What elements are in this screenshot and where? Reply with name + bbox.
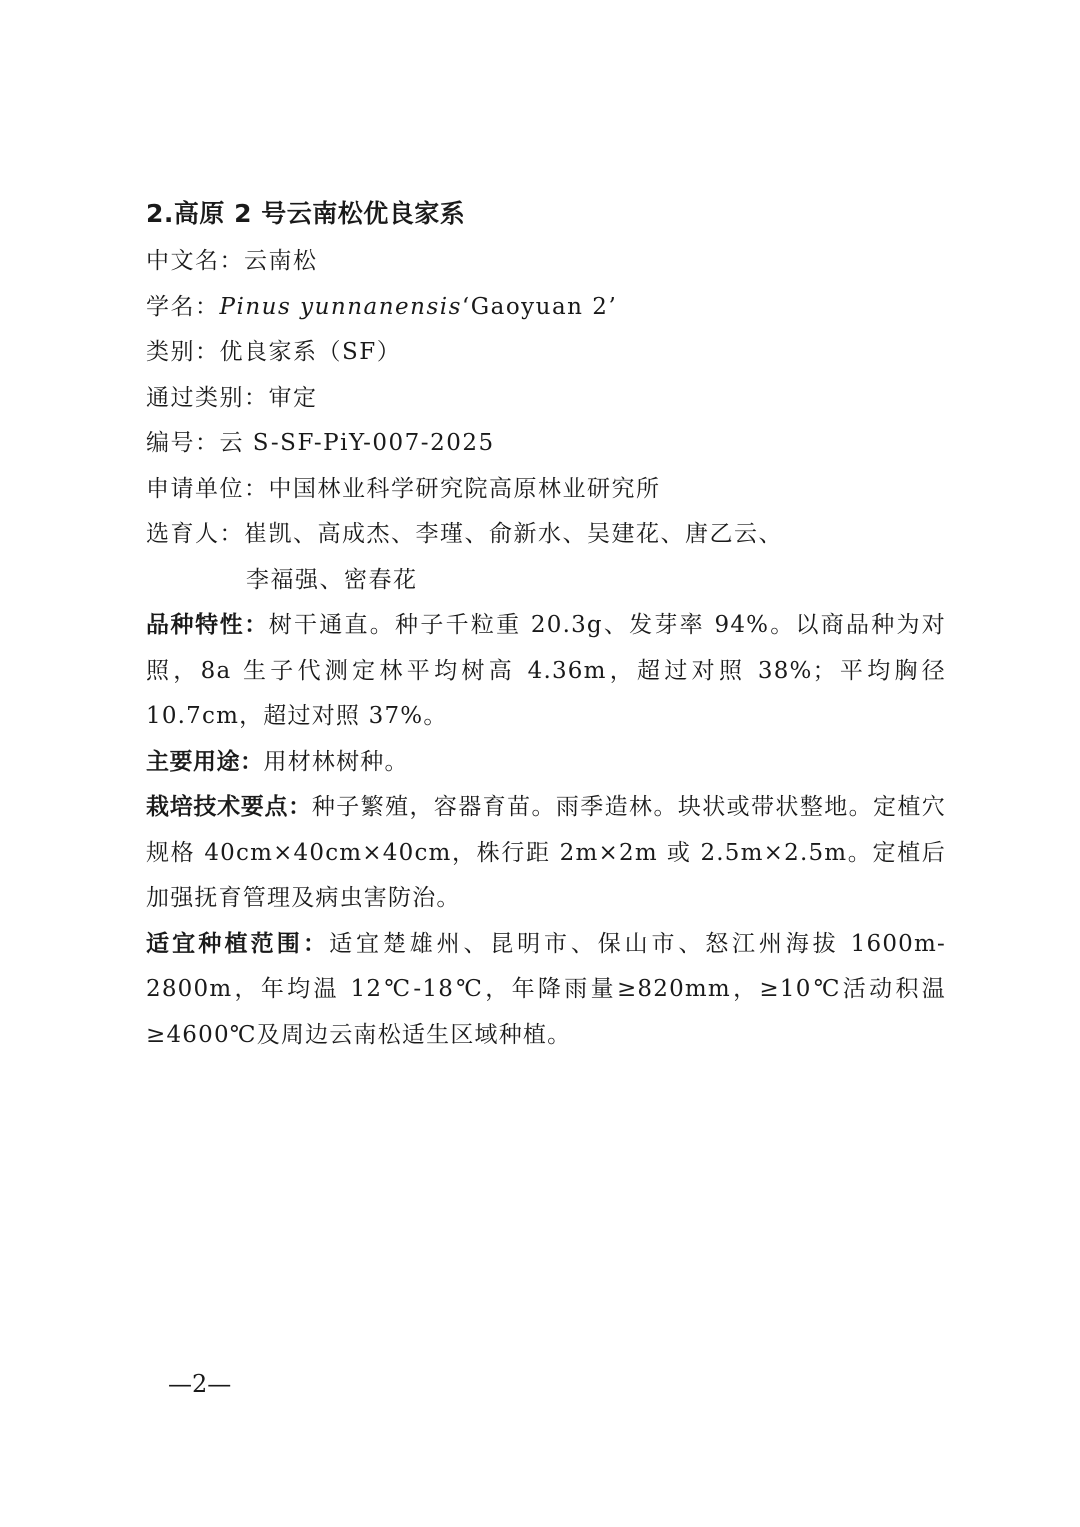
cultivation-text: 种子繁殖，容器育苗。雨季造林。块状或带状整地。定植穴规格 40cm×40cm×40cm，株行距 2m×2m 或 2.5m×2.5m。定植后加强抚育管理及病虫害防治。 bbox=[146, 794, 947, 911]
planting-range-label: 适宜种植范围： bbox=[146, 930, 330, 957]
category-label: 类别： bbox=[146, 339, 220, 365]
breeders-line1: 崔凯、高成杰、李瑾、俞新水、吴建花、唐乙云、 bbox=[244, 521, 783, 547]
variety-title: 2.高原 2 号云南松优良家系 bbox=[146, 199, 466, 228]
chinese-name-row bbox=[146, 239, 946, 285]
scientific-name-label: 学名： bbox=[146, 293, 220, 320]
usage-paragraph bbox=[146, 740, 946, 786]
applicant-value: 中国林业科学研究院高原林业研究所 bbox=[268, 475, 661, 502]
usage-text: 用材林树种。 bbox=[263, 748, 409, 775]
code-label: 编号： bbox=[146, 430, 220, 456]
approval-type-value: 审定 bbox=[268, 384, 318, 411]
cultivation-label: 栽培技术要点： bbox=[146, 794, 312, 820]
characteristics-text: 树干通直。种子千粒重 20.3g、发芽率 94%。以商品种为对照，8a 生子代测定林平均树高 4.36m，超过对照 38%；平均胸径 10.7cm，超过对照 37%。 bbox=[146, 612, 946, 729]
code-value: 云 S-SF-PiY-007-2025 bbox=[219, 430, 495, 456]
chinese-name-value: 云南松 bbox=[244, 248, 318, 274]
page-number: —2— bbox=[168, 1370, 232, 1398]
scientific-name-cultivar: ‘Gaoyuan 2’ bbox=[461, 293, 618, 320]
scientific-name-row bbox=[146, 285, 946, 331]
applicant-row bbox=[146, 467, 946, 513]
chinese-name-label: 中文名： bbox=[146, 248, 244, 274]
approval-type-row bbox=[146, 376, 946, 422]
planting-range-paragraph bbox=[146, 922, 946, 1059]
document-content bbox=[146, 192, 946, 1058]
applicant-label: 申请单位： bbox=[146, 475, 269, 502]
approval-type-label: 通过类别： bbox=[146, 384, 269, 411]
cultivation-paragraph bbox=[146, 785, 946, 922]
usage-label: 主要用途： bbox=[146, 748, 264, 775]
scientific-name-latin: Pinus yunnanensis bbox=[219, 293, 462, 320]
category-row bbox=[146, 330, 946, 376]
breeders-row-continued bbox=[146, 558, 946, 604]
characteristics-paragraph bbox=[146, 603, 946, 740]
code-row bbox=[146, 421, 946, 467]
planting-range-text: 适宜楚雄州、昆明市、保山市、怒江州海拔 1600m-2800m，年均温 12℃-18℃，年降雨量≥820mm，≥10℃活动积温≥4600℃及周边云南松适生区域种植。 bbox=[146, 930, 946, 1048]
characteristics-label: 品种特性： bbox=[146, 612, 269, 638]
breeders-row bbox=[146, 512, 946, 558]
breeders-label: 选育人： bbox=[146, 521, 244, 547]
breeders-line2: 李福强、密春花 bbox=[246, 566, 418, 593]
category-value: 优良家系（SF） bbox=[219, 339, 402, 365]
